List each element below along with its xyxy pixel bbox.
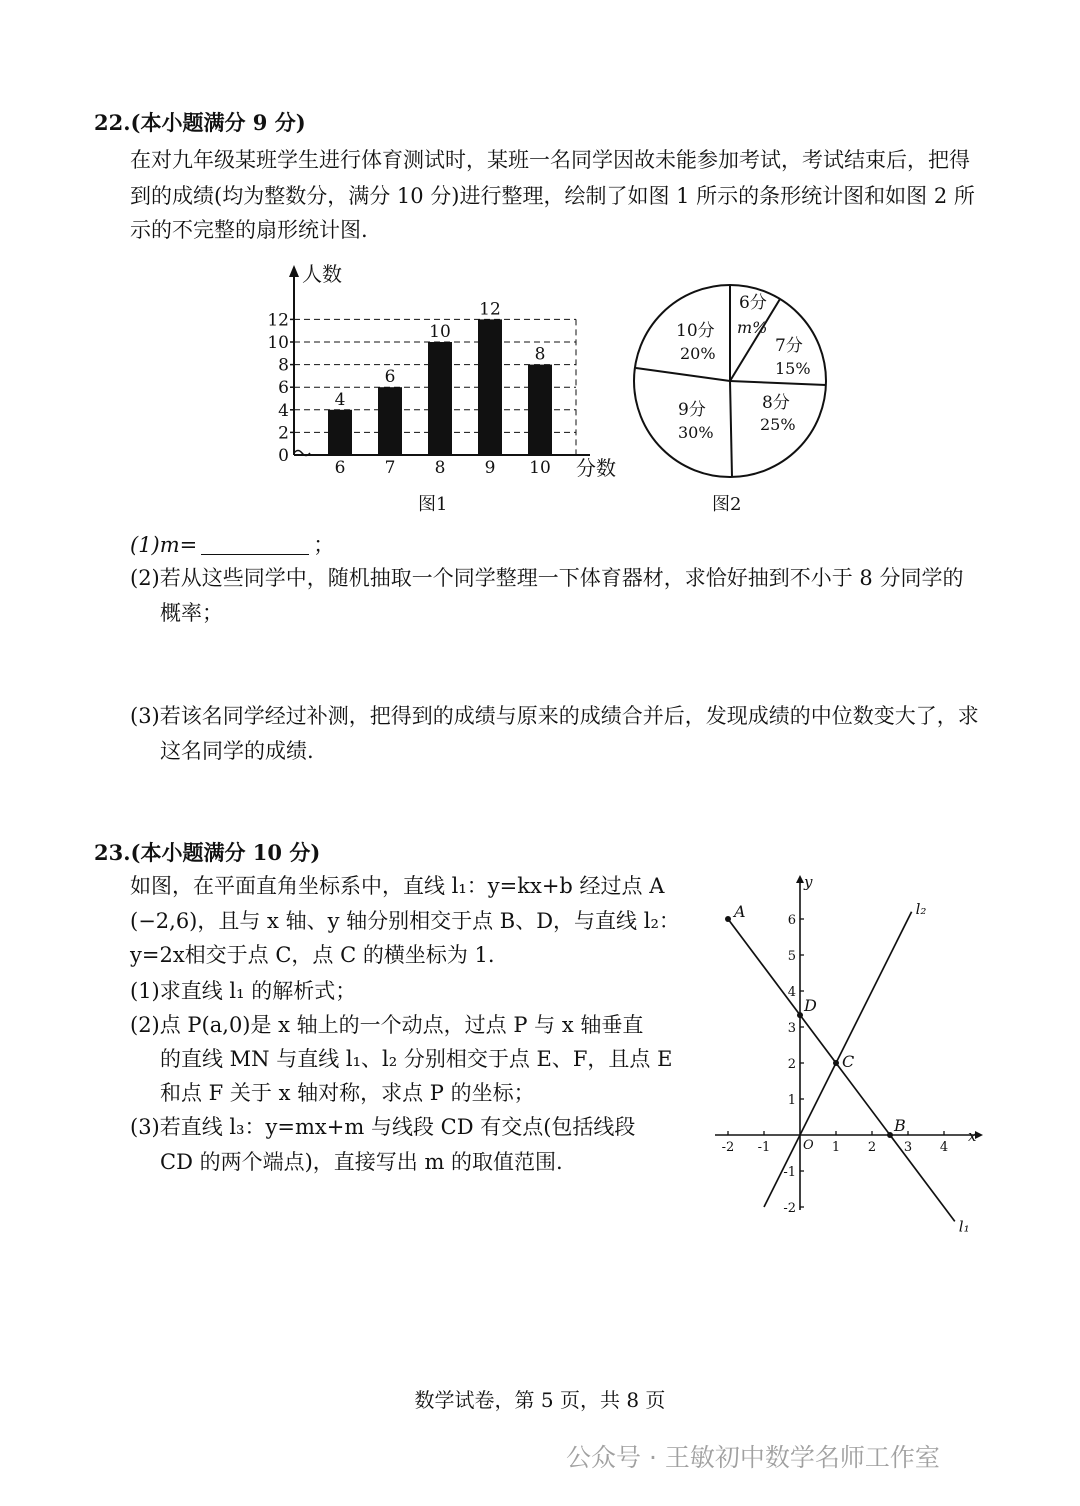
- x-tick-label: -1: [757, 1140, 771, 1155]
- bar-value-label: 4: [334, 389, 346, 410]
- q22-sub1-end: ；: [313, 533, 335, 557]
- pie-slice-pct: 20%: [680, 344, 716, 363]
- point-label: D: [804, 996, 817, 1016]
- pie-divider: [730, 381, 826, 385]
- fig1-caption: 图1: [418, 494, 448, 515]
- y-axis-label: y: [804, 873, 813, 891]
- series-label: l₂: [915, 899, 927, 918]
- q23-line: 和点 F 关于 x 轴对称，求点 P 的坐标；: [160, 1081, 535, 1105]
- y-tick-label: 6: [278, 378, 289, 399]
- coordinate-graph: [690, 865, 990, 1236]
- x-tick-label: -2: [721, 1140, 735, 1155]
- point-marker: [833, 1060, 839, 1066]
- y-tick-label: 2: [787, 1057, 796, 1072]
- q23-line: (−2,6)，且与 x 轴、y 轴分别相交于点 B、D，与直线 l₂：: [130, 909, 680, 933]
- y-tick-label: 6: [787, 913, 796, 928]
- y-tick-label: -2: [783, 1201, 796, 1216]
- y-tick-label: 4: [278, 400, 289, 421]
- q23-line: (2)点 P(a,0)是 x 轴上的一个动点，过点 P 与 x 轴垂直: [130, 1013, 644, 1037]
- bar: [528, 365, 552, 455]
- pie-slice-label: 8分: [762, 393, 790, 413]
- series-label: l₁: [958, 1217, 970, 1236]
- bar-value-label: 6: [384, 367, 396, 388]
- x-tick-label: 1: [831, 1140, 841, 1155]
- q22-intro-line: 到的成绩(均为整数分，满分 10 分)进行整理，绘制了如图 1 所示的条形统计图和如图 2 所: [130, 184, 975, 208]
- q22-sub1-text: (1)m=: [130, 533, 198, 557]
- point-label: C: [842, 1052, 855, 1071]
- point-marker: [797, 1012, 803, 1018]
- point-label: B: [894, 1116, 906, 1135]
- x-tick-label: 7: [384, 458, 396, 478]
- x-tick-label: 10: [529, 458, 551, 478]
- q23-line: y=2x相交于点 C，点 C 的横坐标为 1.: [130, 943, 495, 967]
- x-tick-label: 9: [484, 458, 496, 478]
- page-footer: 数学试卷，第 5 页，共 8 页: [414, 1388, 666, 1412]
- q22-intro-line: 示的不完整的扇形统计图.: [130, 218, 368, 242]
- q22-sub2-line: 概率；: [160, 601, 223, 625]
- y-tick-label: 10: [267, 333, 289, 353]
- answer-blank[interactable]: [201, 536, 309, 555]
- q22-sub3-line: 这名同学的成绩.: [160, 739, 314, 763]
- x-axis-label: x: [968, 1127, 977, 1145]
- x-tick-label: 2: [867, 1140, 877, 1155]
- bar: [478, 319, 502, 455]
- pie-slice-label: 10分: [676, 321, 715, 341]
- fig2-caption: 图2: [712, 494, 742, 515]
- bar-value-label: 10: [429, 322, 451, 342]
- pie-slice-pct: 30%: [678, 423, 714, 442]
- y-tick-label: 3: [787, 1021, 796, 1036]
- y-tick-label: 12: [267, 310, 289, 331]
- q23-line: (1)求直线 l₁ 的解析式；: [130, 979, 357, 1003]
- q23-line: (3)若直线 l₃：y=mx+m 与线段 CD 有交点(包括线段: [130, 1115, 636, 1139]
- pie-slice-pct: m%: [737, 318, 768, 337]
- x-axis-label: 分数: [576, 456, 616, 480]
- x-tick-label: 8: [434, 458, 446, 478]
- watermark: 公众号 · 王敏初中数学名师工作室: [566, 1443, 940, 1472]
- pie-chart: [630, 275, 830, 490]
- bar-value-label: 8: [534, 344, 546, 365]
- y-tick-label: 2: [278, 423, 289, 444]
- pie-slice-pct: 25%: [760, 415, 796, 434]
- y-tick-label: 4: [787, 985, 796, 1000]
- bar: [428, 342, 452, 455]
- q23-line: 的直线 MN 与直线 l₁、l₂ 分别相交于点 E、F，且点 E: [160, 1047, 673, 1071]
- q22-header: 22.(本小题满分 9 分): [94, 110, 306, 135]
- bar-value-label: 12: [479, 299, 501, 320]
- x-tick-label: 3: [903, 1140, 913, 1155]
- bar: [328, 410, 352, 455]
- y-axis-label: 人数: [302, 262, 342, 286]
- point-marker: [725, 916, 731, 922]
- y-tick-label: -1: [783, 1165, 796, 1180]
- pie-slice-label: 9分: [678, 400, 706, 420]
- bar: [378, 387, 402, 455]
- pie-divider: [636, 368, 730, 381]
- q22-sub3-line: (3)若该名同学经过补测，把得到的成绩与原来的成绩合并后，发现成绩的中位数变大了，求: [130, 704, 979, 728]
- y-tick-label: 0: [278, 446, 289, 466]
- q23-line: CD 的两个端点)，直接写出 m 的取值范围.: [160, 1150, 563, 1174]
- point-label: A: [734, 902, 746, 921]
- x-tick-label: 4: [939, 1140, 949, 1155]
- x-tick-label: 6: [334, 458, 346, 478]
- y-axis-arrow: [289, 265, 299, 277]
- point-marker: [887, 1132, 893, 1138]
- pie-slice-label: 7分: [775, 336, 803, 356]
- y-tick-label: 8: [278, 355, 289, 376]
- q22-sub2-line: (2)若从这些同学中，随机抽取一个同学整理一下体育器材，求恰好抽到不小于 8 分同学的: [130, 566, 964, 590]
- pie-slice-pct: 15%: [775, 359, 811, 378]
- bar-chart: [260, 255, 640, 485]
- pie-slice-label: 6分: [739, 293, 767, 313]
- y-tick-label: 5: [787, 949, 796, 964]
- q22-sub1: [130, 535, 334, 556]
- q22-intro-line: 在对九年级某班学生进行体育测试时，某班一名同学因故未能参加考试，考试结束后，把得: [130, 148, 970, 172]
- origin-label: O: [803, 1138, 814, 1153]
- y-tick-label: 1: [787, 1093, 796, 1108]
- q23-header: 23.(本小题满分 10 分): [94, 840, 321, 865]
- q23-line: 如图，在平面直角坐标系中，直线 l₁：y=kx+b 经过点 A: [130, 874, 665, 898]
- y-axis-arrow: [796, 875, 804, 883]
- pie-divider: [730, 381, 732, 477]
- series-line: [764, 912, 912, 1207]
